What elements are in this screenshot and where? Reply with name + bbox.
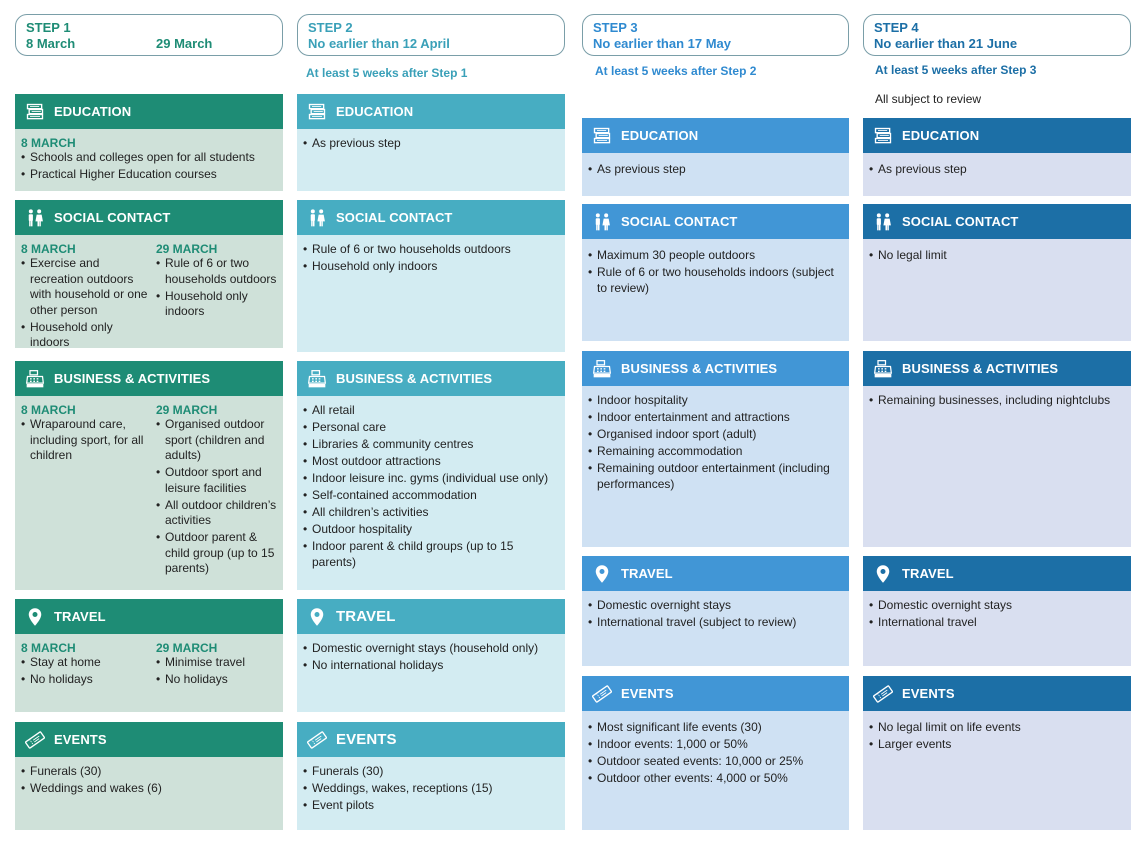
- step-3-travel-card: [582, 556, 849, 666]
- step-4-title: STEP 4: [874, 20, 919, 35]
- step-4-note: At least 5 weeks after Step 3: [875, 63, 1037, 77]
- section-label: EDUCATION: [621, 128, 699, 143]
- location-pin-icon: [873, 564, 893, 584]
- step-2-events-card: [297, 722, 565, 830]
- cash-register-icon: [307, 369, 327, 389]
- people-icon: [307, 208, 327, 228]
- list-item: • Rule of 6 or two households indoors (subject to review): [588, 265, 843, 296]
- list-item: • Funerals (30): [303, 764, 559, 780]
- section-label: TRAVEL: [902, 566, 954, 581]
- date-heading: 8 MARCH: [21, 242, 76, 256]
- location-pin-icon: [25, 607, 45, 627]
- step-2-education-card: [297, 94, 565, 191]
- step-2-subtitle: No earlier than 12 April: [308, 36, 450, 51]
- list-item: • Indoor events: 1,000 or 50%: [588, 737, 843, 753]
- list-item: • Indoor entertainment and attractions: [588, 410, 843, 426]
- section-label: EVENTS: [54, 732, 107, 747]
- cash-register-icon: [25, 369, 45, 389]
- list-item: • No legal limit on life events: [869, 720, 1125, 736]
- list-item: • All outdoor children’s activities: [156, 498, 277, 529]
- section-label: TRAVEL: [54, 609, 106, 624]
- step-3-subtitle: No earlier than 17 May: [593, 36, 731, 51]
- list-item: • Maximum 30 people outdoors: [588, 248, 843, 264]
- list-item: • Schools and colleges open for all students: [21, 150, 277, 166]
- list-item: • Larger events: [869, 737, 1125, 753]
- step-3-note: At least 5 weeks after Step 2: [595, 64, 757, 78]
- step-1-education-card: [15, 94, 283, 191]
- section-label: BUSINESS & ACTIVITIES: [902, 361, 1059, 376]
- section-label: SOCIAL CONTACT: [54, 210, 171, 225]
- cash-register-icon: [873, 359, 893, 379]
- list-item: • Indoor parent & child groups (up to 15 parents): [303, 539, 559, 570]
- step-3-events-card: [582, 676, 849, 830]
- location-pin-icon: [307, 607, 327, 627]
- list-item: • International travel: [869, 615, 1125, 631]
- section-label: EVENTS: [336, 731, 397, 748]
- list-item: • No holidays: [156, 672, 277, 688]
- section-label: BUSINESS & ACTIVITIES: [54, 371, 211, 386]
- people-icon: [25, 208, 45, 228]
- business-header: [863, 351, 1131, 386]
- step-2-note: At least 5 weeks after Step 1: [306, 66, 468, 80]
- step-1-title: STEP 1: [26, 20, 71, 35]
- step-3-social-card: [582, 204, 849, 341]
- list-item: • Outdoor other events: 4,000 or 50%: [588, 771, 843, 787]
- list-item: • Organised outdoor sport (children and adults): [156, 417, 277, 464]
- step-2-travel-card: [297, 599, 565, 712]
- travel-header: [297, 599, 565, 634]
- step-1-date-b: 29 March: [156, 36, 213, 51]
- list-item: • No legal limit: [869, 248, 1125, 264]
- list-item: • Remaining accommodation: [588, 444, 843, 460]
- step-1-social-card: [15, 200, 283, 348]
- people-icon: [873, 212, 893, 232]
- step-3-education-card: [582, 118, 849, 196]
- people-icon: [592, 212, 612, 232]
- list-item: • Indoor leisure inc. gyms (individual use only): [303, 471, 559, 487]
- books-icon: [25, 102, 45, 122]
- list-item: • International travel (subject to review): [588, 615, 843, 631]
- list-item: • Libraries & community centres: [303, 437, 559, 453]
- list-item: • Stay at home: [21, 655, 152, 671]
- step-1-date-a: 8 March: [26, 36, 76, 51]
- ticket-icon: [873, 684, 893, 704]
- date-heading: 29 MARCH: [156, 641, 218, 655]
- list-item: • Outdoor parent & child group (up to 15 parents): [156, 530, 277, 577]
- list-item: • Domestic overnight stays: [588, 598, 843, 614]
- business-header: [15, 361, 283, 396]
- events-header: [297, 722, 565, 757]
- section-label: EVENTS: [902, 686, 955, 701]
- step-4-business-card: [863, 351, 1131, 547]
- list-item: • Self-contained accommodation: [303, 488, 559, 504]
- list-item: • Household only indoors: [156, 289, 277, 320]
- social-header: [297, 200, 565, 235]
- list-item: • Most outdoor attractions: [303, 454, 559, 470]
- list-item: • Household only indoors: [21, 320, 152, 349]
- step-4-note-2: All subject to review: [875, 92, 982, 106]
- education-header: [297, 94, 565, 129]
- list-item: • As previous step: [588, 162, 843, 178]
- list-item: • Minimise travel: [156, 655, 277, 671]
- list-item: • Funerals (30): [21, 764, 277, 780]
- events-header: [863, 676, 1131, 711]
- events-header: [15, 722, 283, 757]
- step-4-travel-card: [863, 556, 1131, 666]
- step-2-social-card: [297, 200, 565, 352]
- education-header: [863, 118, 1131, 153]
- books-icon: [873, 126, 893, 146]
- section-label: SOCIAL CONTACT: [621, 214, 738, 229]
- travel-header: [15, 599, 283, 634]
- list-item: • Wraparound care, including sport, for all children: [21, 417, 152, 464]
- section-label: TRAVEL: [621, 566, 673, 581]
- ticket-icon: [592, 684, 612, 704]
- social-header: [15, 200, 283, 235]
- social-header: [582, 204, 849, 239]
- section-label: SOCIAL CONTACT: [336, 210, 453, 225]
- step-1-events-card: [15, 722, 283, 830]
- list-item: • Weddings and wakes (6): [21, 781, 277, 797]
- date-heading: 8 MARCH: [21, 641, 76, 655]
- step-3-title: STEP 3: [593, 20, 638, 35]
- location-pin-icon: [592, 564, 612, 584]
- list-item: • All retail: [303, 403, 559, 419]
- section-label: EDUCATION: [336, 104, 414, 119]
- list-item: • Indoor hospitality: [588, 393, 843, 409]
- step-2-business-card: [297, 361, 565, 590]
- cash-register-icon: [592, 359, 612, 379]
- events-header: [582, 676, 849, 711]
- education-header: [15, 94, 283, 129]
- list-item: • No holidays: [21, 672, 152, 688]
- list-item: • No international holidays: [303, 658, 559, 674]
- list-item: • Remaining businesses, including nightclubs: [869, 393, 1125, 409]
- date-heading: 29 MARCH: [156, 242, 218, 256]
- step-4-education-card: [863, 118, 1131, 196]
- list-item: • Practical Higher Education courses: [21, 167, 277, 183]
- section-label: EVENTS: [621, 686, 674, 701]
- list-item: • Remaining outdoor entertainment (including performances): [588, 461, 843, 492]
- list-item: • As previous step: [303, 136, 559, 152]
- section-label: EDUCATION: [54, 104, 132, 119]
- ticket-icon: [25, 730, 45, 750]
- social-header: [863, 204, 1131, 239]
- step-3-business-card: [582, 351, 849, 547]
- date-heading: 8 MARCH: [21, 403, 76, 417]
- step-2-header: [297, 14, 565, 56]
- step-4-social-card: [863, 204, 1131, 341]
- list-item: • Rule of 6 or two households outdoors: [156, 256, 277, 287]
- step-1-travel-card: [15, 599, 283, 712]
- books-icon: [307, 102, 327, 122]
- list-item: • Household only indoors: [303, 259, 559, 275]
- section-label: BUSINESS & ACTIVITIES: [621, 361, 778, 376]
- books-icon: [592, 126, 612, 146]
- list-item: • Weddings, wakes, receptions (15): [303, 781, 559, 797]
- list-item: • As previous step: [869, 162, 1125, 178]
- section-label: EDUCATION: [902, 128, 980, 143]
- step-4-subtitle: No earlier than 21 June: [874, 36, 1018, 51]
- section-label: TRAVEL: [336, 608, 396, 625]
- list-item: • All children’s activities: [303, 505, 559, 521]
- travel-header: [582, 556, 849, 591]
- step-4-header: [863, 14, 1131, 56]
- step-4-events-card: [863, 676, 1131, 830]
- list-item: • Domestic overnight stays (household only): [303, 641, 559, 657]
- list-item: • Organised indoor sport (adult): [588, 427, 843, 443]
- step-2-title: STEP 2: [308, 20, 353, 35]
- date-heading: 8 MARCH: [21, 136, 76, 150]
- travel-header: [863, 556, 1131, 591]
- education-header: [582, 118, 849, 153]
- step-3-header: [582, 14, 849, 56]
- list-item: • Personal care: [303, 420, 559, 436]
- business-header: [297, 361, 565, 396]
- ticket-icon: [307, 730, 327, 750]
- list-item: • Outdoor seated events: 10,000 or 25%: [588, 754, 843, 770]
- list-item: • Exercise and recreation outdoors with household or one other person: [21, 256, 152, 318]
- business-header: [582, 351, 849, 386]
- list-item: • Most significant life events (30): [588, 720, 843, 736]
- list-item: • Event pilots: [303, 798, 559, 814]
- step-1-business-card: [15, 361, 283, 590]
- section-label: SOCIAL CONTACT: [902, 214, 1019, 229]
- list-item: • Domestic overnight stays: [869, 598, 1125, 614]
- list-item: • Rule of 6 or two households outdoors: [303, 242, 559, 258]
- step-1-header: [15, 14, 283, 56]
- section-label: BUSINESS & ACTIVITIES: [336, 371, 493, 386]
- list-item: • Outdoor sport and leisure facilities: [156, 465, 277, 496]
- list-item: • Outdoor hospitality: [303, 522, 559, 538]
- date-heading: 29 MARCH: [156, 403, 218, 417]
